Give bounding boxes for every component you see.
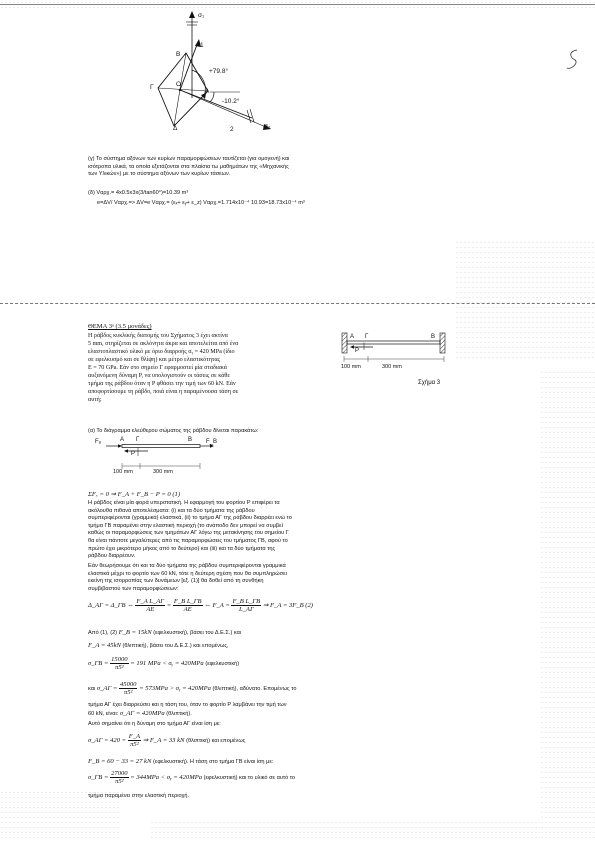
theme-line: Η ράβδος κυκλικής διατομής του Σχήματος 3 έχει ακτίνα [88, 333, 228, 339]
scan-noise-right-lower [540, 370, 595, 840]
label-sigma2: σ₂ [264, 123, 271, 130]
label-angle-negative: -10.2° [222, 98, 240, 105]
label-O: O [176, 81, 182, 88]
fig3-dim-300: 300 mm [382, 364, 402, 370]
arrow-sigma1 [189, 11, 195, 18]
line-FA: F_A = 45kN (θλιπτική), βάσει του Δ.Ε.Σ.) και επομένως, [88, 642, 229, 649]
paragraph-1 [88, 500, 388, 561]
theme-body [88, 332, 334, 404]
direction-2 [180, 90, 252, 118]
fig3-label-A: A [350, 334, 355, 340]
paragraph-2 [88, 563, 388, 593]
closing-line: τμήμα παραμένει στην ελαστική περιοχή. [88, 793, 190, 799]
fbd-label-P: P [131, 451, 136, 457]
solution-a-intro: (α) Το διάγραμμα ελεύθερου σώματος της ράβδου δίνεται παρακάτω: [88, 428, 259, 434]
line-from-1-2: Από (1), (2) F_B = 15kN (εφελκυστική), βάσει του Δ.Ε.Σ.) και [88, 629, 242, 636]
bar-body [347, 341, 440, 344]
paragraph-line: τμήμα ΑΓ έχει διαρρεύσει και η τάση του, όταν το φορτίο P λαμβάνει την τιμή των [88, 702, 287, 708]
theme-line: αυξανόμενη δύναμη P, να υπολογιστούν οι τάσεις σε κάθε [88, 373, 230, 379]
equation-sigma-GB-344: σ_ΓΒ = $\frac{27000}{\text{π5²}}$ = 344MPa < σᵧ = 420MPa (εφελκυστική) και το υλικό σε αυτό το [88, 770, 295, 785]
fig3-label-P: P [355, 348, 360, 354]
fbd-label-Gamma: Γ [136, 437, 140, 443]
theme-line: τμήμα της ράβδου όταν η P φθάσει την τιμή των 60 kN. Εάν [88, 381, 236, 387]
fig3-label-Gamma: Γ [365, 334, 369, 340]
equation-sigma-GB: σ_ΓΒ = $\frac{15000}{\text{π5²}}$ = 191 MPa < σᵧ = 420MPa (εφελκυστική) [88, 656, 240, 671]
theme-line: αυτή; [88, 397, 102, 403]
part-c-line: ισότροπα υλικά, τα οποία εξετάζονται στα πλαίσια τω μαθημάτων της «Μηχανικής [88, 163, 289, 170]
theme-line: ελαστοπλαστικό υλικό με όριο διαρροής σᵧ = 420 MPa (ίδιο [88, 349, 235, 355]
scan-noise-right [455, 240, 595, 360]
paragraph-line: συμπεριφέρονται (γραμμικά) ελαστικά, (ii) το τμήμα ΑΓ της ράβδου διαρρέει ενώ το [88, 515, 292, 522]
direction-1 [180, 42, 198, 90]
paragraph-line: τμήμα ΓΒ παραμένει στην ελαστική περιοχή (το ανάποδο δεν μπορεί να συμβεί [88, 522, 283, 529]
paragraph-line: Εάν θεωρήσουμε ότι και τα δύο τμήματα της ράβδου συμπεριφέρονται γραμμικά [88, 563, 286, 569]
fbd-label-A: A [120, 437, 125, 443]
theme-line: αποφορτίσουμε τη ράβδο, ποιά είναι η παραμένουσα τάση σε [88, 389, 239, 395]
paragraph-line: ελαστικά μέχρι το φορτίο των 60 kN, τότε η δεύτερη σχέση που θα συμπληρώσει [88, 570, 287, 577]
theme-title: ΘΕΜΑ 3ᵒ (3.5 μονάδες) [88, 323, 152, 330]
paragraph-line: συμβιβαστού των παραμορφώσεων: [88, 585, 179, 592]
fbd-label-FB: F_B [206, 439, 218, 445]
fbd-label-B: B [188, 437, 193, 443]
label-Gamma: Γ [150, 84, 154, 91]
label-angle-positive: +79.8° [209, 68, 229, 75]
equation-FB-27: F_B = 60 − 33 = 27 kN (εφελκυστική). Η τάση στο τμήμα ΓΒ είναι ίση με: [88, 758, 274, 765]
scan-rule-top [0, 4, 595, 5]
paragraph-line: Η ράβδος είναι μία φορά υπερστατική. Η εφαρμογή του φορτίου P επιφέρει τα [88, 500, 280, 506]
equation-sigma-AG: και σ_ΑΓ = $\frac{45000}{\text{π5²}}$ = 573MPa > σᵧ = 420MPa (θλιπτική), αδύνατο. Επομένως το [88, 681, 297, 696]
paragraph-line: θα είναι πάντοτε μεγαλύτερες από τις παραμορφώσεις του τμήματος ΓΒ, αφού το [88, 537, 288, 544]
fbd-dim-100: 100 mm [113, 469, 133, 475]
equation-1: ΣFₓ = 0 ⇒ F_A + F_B − P = 0 (1) [88, 491, 181, 498]
label-sigma1: σ₁ [198, 12, 205, 19]
equation-FA-33: σ_ΑΓ = 420 = $\frac{F\_A}{\text{π5²}}$ ⇒ F_A = 33 kN (θλιπτική) και επομένως [88, 733, 246, 748]
part-c-line: των Υλικών») με το σύστημα αξόνων των κυρίων τάσεων. [88, 171, 231, 178]
part-d-line2: e=ΔV/ Vαρχ.=> ΔV=e Vαρχ.= (εₓ+ εᵧ+ ε_z) Vαρχ.=1.714x10⁻⁴ 10.93=18.73x10⁻⁴ m³ [97, 200, 305, 206]
fbd-bar [122, 445, 200, 448]
theme-line: 5 mm, στηρίζεται σε ακλόνητα άκρα και αποτελείται από ένα [88, 341, 239, 347]
paragraph-line: καθώς οι παραμορφώσεις των τμημάτων ΑΓ λόγω της μετακίνησης του σημείου Γ [88, 530, 289, 537]
label-B: B [176, 51, 181, 58]
paragraph-line: εκείνη της ισορροπίας των δυνάμεων [εξ. (1)] θα δοθεί από τη συνθήκη [88, 578, 264, 585]
paragraph-line: ράβδου διαρρέουν. [88, 553, 136, 560]
paragraph-4: Αυτό σημαίνει ότι η δύναμη στο τμήμα ΑΓ είναι ίση με: [88, 721, 221, 727]
fbd-dim-300: 300 mm [153, 469, 173, 475]
angle-arc-negative [210, 92, 214, 102]
fbd-label-FA: Fₐ [95, 439, 101, 445]
theme-line: σε εφελκυσμό και σε θλίψη) και μέτρο ελαστικότητας [88, 357, 220, 363]
label-1: 1 [200, 42, 204, 49]
axis-sigma2 [180, 90, 268, 128]
label-A: A [205, 88, 210, 95]
part-c-text [88, 156, 378, 179]
theme-line: E = 70 GPa. Εάν στο σημείο Γ εφαρμοστεί μία σταδιακά [88, 365, 227, 371]
part-c-line: (γ) Το σύστημα αξόνων των κυρίων παραμορφώσεων ταυτίζεται (για ομογενή) και [88, 156, 290, 162]
fig3-caption: Σχήμα 3 [418, 380, 441, 386]
fig3-label-B: B [431, 334, 436, 340]
paragraph-line: πρώτο έχει μικρότερο μήκος από το δεύτερο) και (iii) και τα δύο τμήματα της [88, 545, 276, 552]
scan-noise-top [0, 0, 595, 10]
paragraph-line: ακόλουθα πιθανά αποτελέσματα: (i) και τα δύο τμήματα της ράβδου [88, 507, 255, 514]
part-d-line1: (δ) Vαρχ.= 4x0.5x3x(3/tan60°)=10.39 m³ [88, 190, 189, 196]
scan-noise-bottom [150, 820, 540, 842]
paragraph-line: 60 kN, είναι: σ_ΑΓ = 420MPa (θλιπτική). [88, 709, 192, 717]
scan-rule-middle [0, 303, 595, 304]
equation-2: Δ_ΑΓ = Δ_ΓΒ ⇔ $\frac{\text{F\_A L\_ΑΓ}}{AE}$ = $\frac{\text{F\_B L\_ΓΒ}}{AE}$ ⇔ F_A = $\frac{\text{F\_B L\_ΓΒ}}{L\_A\Gamma}$ ⇒ F_A = 3F_B (2) [88, 598, 313, 613]
label-2: 2 [230, 126, 234, 133]
fig3-dim-100: 100 mm [341, 364, 361, 370]
paragraph-3 [88, 702, 388, 718]
label-Delta: Δ [173, 125, 178, 132]
pen-mark [565, 48, 581, 74]
